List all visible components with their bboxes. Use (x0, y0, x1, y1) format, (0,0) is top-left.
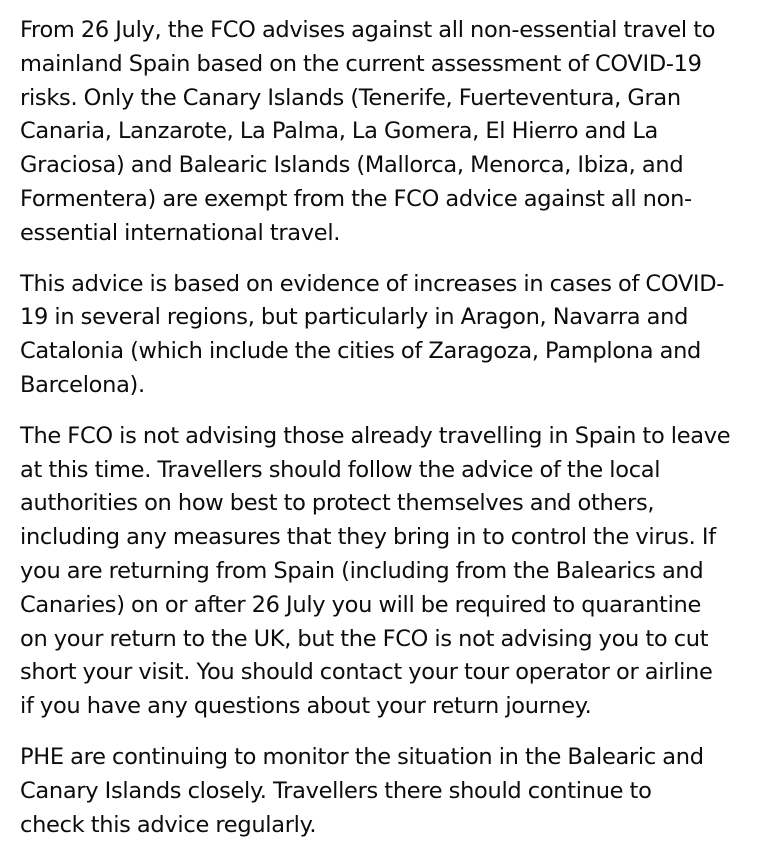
paragraph-line: From 26 July, the FCO advises against all non-essential travel to (20, 17, 716, 43)
paragraph-line: 19 in several regions, but particularly in Aragon, Navarra and (20, 304, 689, 331)
paragraph-line: Barcelona). (20, 371, 145, 398)
paragraph-line: short your visit. You should contact your tour operator or airline (20, 659, 713, 686)
paragraph-line: Formentera) are exempt from the FCO advice against all non- (20, 185, 692, 212)
paragraph-line: Catalonia (which include the cities of Zaragoza, Pamplona and (20, 338, 702, 365)
travel-advice-article (20, 14, 760, 859)
paragraph-line: essential international travel. (20, 219, 341, 246)
paragraph-line: you are returning from Spain (including from the Balearics and (20, 557, 704, 584)
paragraph-spain-advisory (20, 14, 760, 251)
paragraph-line: including any measures that they bring in to control the virus. If (20, 524, 716, 551)
paragraph-line: authorities on how best to protect themselves and others, (20, 490, 655, 517)
paragraph-line: if you have any questions about your return journey. (20, 693, 592, 720)
paragraph-line: on your return to the UK, but the FCO is not advising you to cut (20, 625, 709, 652)
paragraph-line: Canary Islands closely. Travellers there should continue to (20, 777, 652, 804)
paragraph-line: Canaries) on or after 26 July you will be required to quarantine (20, 591, 702, 618)
paragraph-line: at this time. Travellers should follow the advice of the local (20, 456, 661, 483)
paragraph-line: This advice is based on evidence of increases in cases of COVID- (20, 270, 725, 297)
paragraph-line: PHE are continuing to monitor the situation in the Balearic and (20, 743, 704, 770)
paragraph-line: Graciosa) and Balearic Islands (Mallorca, Menorca, Ibiza, and (20, 152, 684, 179)
paragraph-evidence (20, 268, 760, 403)
paragraph-line: risks. Only the Canary Islands (Tenerife, Fuerteventura, Gran (20, 84, 681, 111)
paragraph-travellers-in-spain (20, 420, 760, 724)
paragraph-line: check this advice regularly. (20, 811, 317, 838)
paragraph-phe-monitoring (20, 741, 760, 842)
paragraph-line: Canaria, Lanzarote, La Palma, La Gomera, El Hierro and La (20, 118, 659, 145)
paragraph-line: The FCO is not advising those already travelling in Spain to leave (20, 422, 731, 449)
paragraph-line: mainland Spain based on the current assessment of COVID-19 (20, 50, 702, 77)
